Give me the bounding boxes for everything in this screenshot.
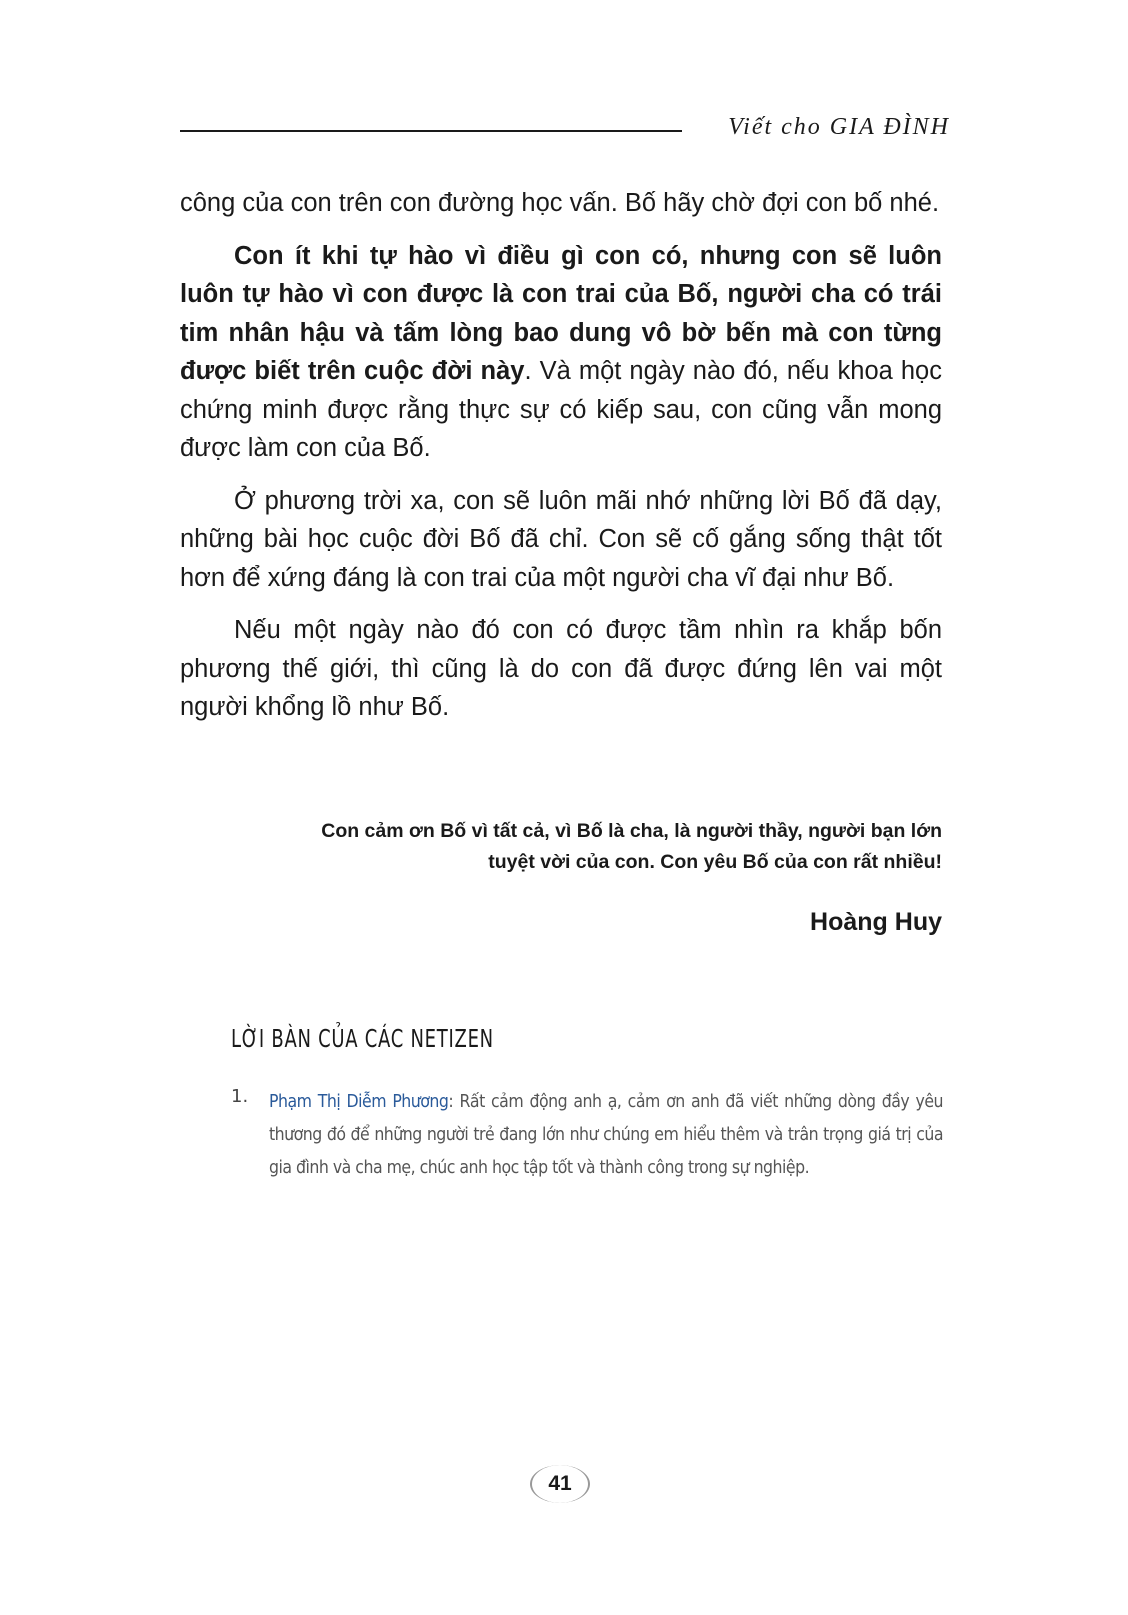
- comments-heading: LỜI BÀN CỦA CÁC NETIZEN: [231, 1024, 494, 1053]
- header-title: Viết cho GIA ĐÌNH: [728, 114, 950, 140]
- paragraph: công của con trên con đường học vấn. Bố hãy chờ đợi con bố nhé.: [180, 189, 940, 217]
- paragraph: Ở phương trời xa, con sẽ luôn mãi nhớ những lời Bố đã dạy, những bài học cuộc đời Bố đã chỉ. Con sẽ cố gắng sống thật tốt hơn để xứng đáng là con trai của một người cha vĩ đại như Bố.: [180, 486, 942, 592]
- comment-author: Phạm Thị Diễm Phương: [269, 1092, 449, 1112]
- paragraph: Nếu một ngày nào đó con có được tầm nhìn ra khắp bốn phương thế giới, thì cũng là do con đã được đứng lên vai một người khổng lồ như Bố.: [180, 616, 942, 721]
- bold-passage: Con ít khi tự hào vì điều gì con có, nhưng con sẽ luôn luôn tự hào vì con được là con trai của Bố, người cha có trái tim nhân hậu và tấm lòng bao dung vô bờ bến mà con từng được biết trên cuộc đời này: [180, 241, 942, 385]
- author-signature: Hoàng Huy: [810, 908, 942, 936]
- page-number: 41: [530, 1465, 590, 1503]
- closing-note: Con cảm ơn Bố vì tất cả, vì Bố là cha, là người thầy, người bạn lớn tuyệt vời của con. Con yêu Bố của con rất nhiều!: [321, 820, 942, 873]
- paragraph-rest: . Và một ngày nào đó, nếu khoa học chứng minh được rằng thực sự có kiếp sau, con cũng vẫn mong được làm con của Bố.: [180, 357, 942, 462]
- comment-number: 1.: [231, 1086, 249, 1107]
- header-rule: [180, 130, 682, 132]
- main-text: [180, 184, 942, 741]
- paragraph: [180, 237, 942, 468]
- comment-text: : Rất cảm động anh ạ, cảm ơn anh đã viết những dòng đầy yêu thương đó để những người trẻ đang lớn như chúng em hiểu thêm và trân trọng giá trị của gia đình và cha mẹ, chúc anh học tập tốt và thành công trong sự nghiệp.: [269, 1092, 943, 1178]
- running-header: [180, 110, 950, 150]
- comment-body: [269, 1086, 943, 1185]
